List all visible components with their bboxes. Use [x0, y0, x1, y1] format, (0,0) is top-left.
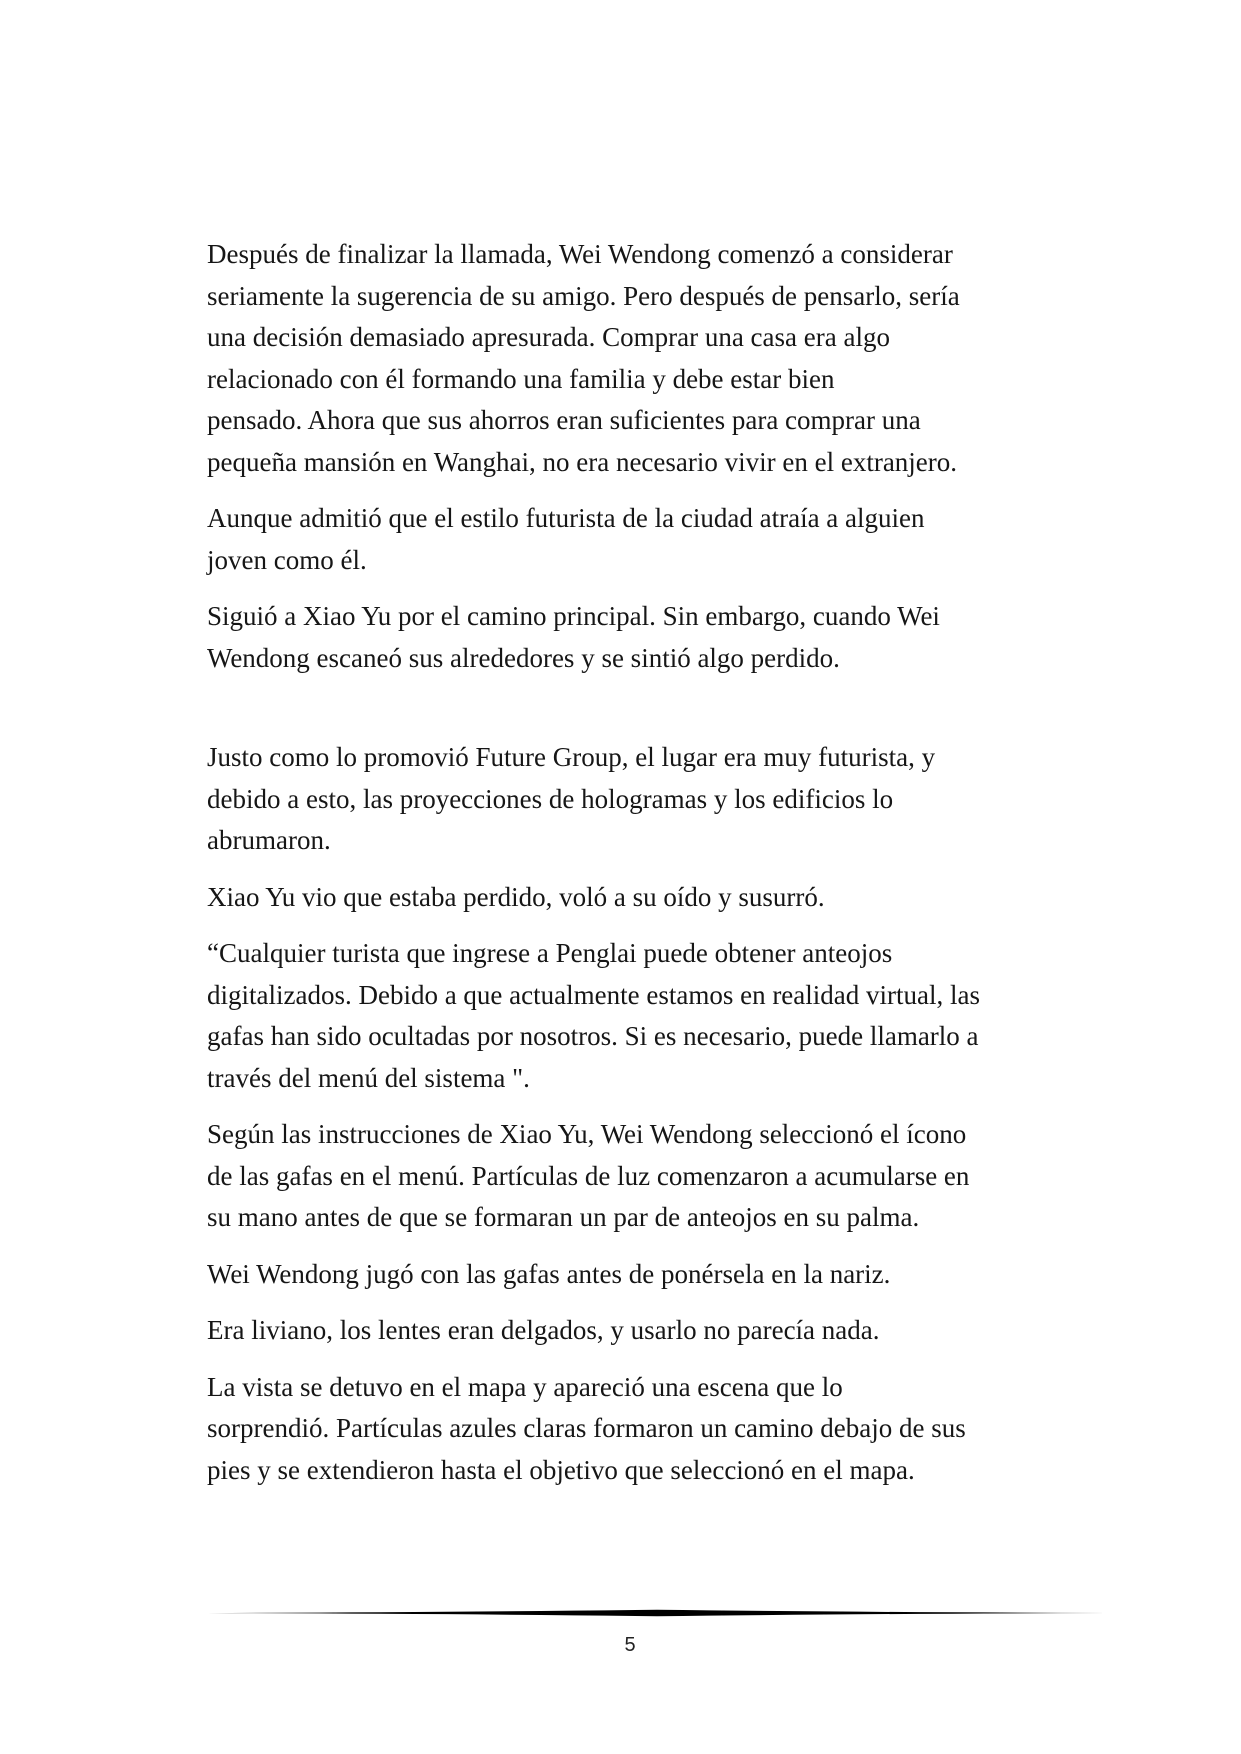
- text-line: La vista se detuvo en el mapa y apareció una escena que lo: [207, 1371, 843, 1402]
- paragraph: [207, 877, 1087, 919]
- paragraph: [207, 1310, 1087, 1352]
- paragraph: [207, 1367, 1087, 1492]
- body-text: [207, 234, 1087, 1491]
- text-line: pies y se extendieron hasta el objetivo que seleccionó en el mapa.: [207, 1454, 915, 1485]
- text-line: una decisión demasiado apresurada. Comprar una casa era algo: [207, 322, 890, 352]
- text-line: través del menú del sistema ".: [207, 1062, 530, 1093]
- paragraph: [207, 933, 1087, 1099]
- text-line: pequeña mansión en Wanghai, no era necesario vivir en el extranjero.: [207, 446, 958, 477]
- text-line: Justo como lo promovió Future Group, el lugar era muy futurista, y: [207, 742, 936, 772]
- text-line: de las gafas en el menú. Partículas de luz comenzaron a acumularse en: [207, 1160, 970, 1191]
- paragraph: [207, 737, 1087, 862]
- text-line: sorprendió. Partículas azules claras formaron un camino debajo de sus: [207, 1413, 966, 1443]
- paragraph: [207, 498, 1087, 581]
- text-line: digitalizados. Debido a que actualmente estamos en realidad virtual, las: [207, 979, 980, 1010]
- text-line: relacionado con él formando una familia y debe estar bien: [207, 363, 835, 394]
- text-line: Era liviano, los lentes eran delgados, y usarlo no parecía nada.: [207, 1315, 880, 1345]
- text-line: Siguió a Xiao Yu por el camino principal. Sin embargo, cuando Wei: [207, 601, 940, 631]
- page-number: 5: [624, 1634, 636, 1656]
- footer-divider-swash: [207, 1610, 1107, 1616]
- text-line: Xiao Yu vio que estaba perdido, voló a su oído y susurró.: [207, 881, 825, 912]
- text-line: Aunque admitió que el estilo futurista de la ciudad atraía a alguien: [207, 503, 925, 533]
- paragraph: [207, 1254, 1087, 1296]
- text-line: Wei Wendong jugó con las gafas antes de ponérsela en la nariz.: [207, 1258, 891, 1289]
- text-line: Según las instrucciones de Xiao Yu, Wei Wendong seleccionó el ícono: [207, 1119, 967, 1149]
- text-line: gafas han sido ocultadas por nosotros. Si es necesario, puede llamarlo a: [207, 1021, 979, 1051]
- footer-divider: [207, 1609, 1107, 1617]
- paragraph: [207, 234, 1087, 483]
- text-line: seriamente la sugerencia de su amigo. Pero después de pensarlo, sería: [207, 280, 960, 311]
- paragraph: [207, 1114, 1087, 1239]
- text-line: Después de finalizar la llamada, Wei Wendong comenzó a considerar: [207, 239, 953, 269]
- text-line: su mano antes de que se formaran un par de anteojos en su palma.: [207, 1202, 920, 1232]
- text-line: abrumaron.: [207, 825, 331, 855]
- paragraph: [207, 596, 1087, 679]
- text-line: pensado. Ahora que sus ahorros eran suficientes para comprar una: [207, 405, 921, 435]
- text-line: joven como él.: [207, 544, 367, 575]
- text-line: debido a esto, las proyecciones de hologramas y los edificios lo: [207, 783, 894, 814]
- text-line: “Cualquier turista que ingrese a Penglai puede obtener anteojos: [207, 938, 893, 968]
- text-line: Wendong escaneó sus alrededores y se sintió algo perdido.: [207, 642, 840, 673]
